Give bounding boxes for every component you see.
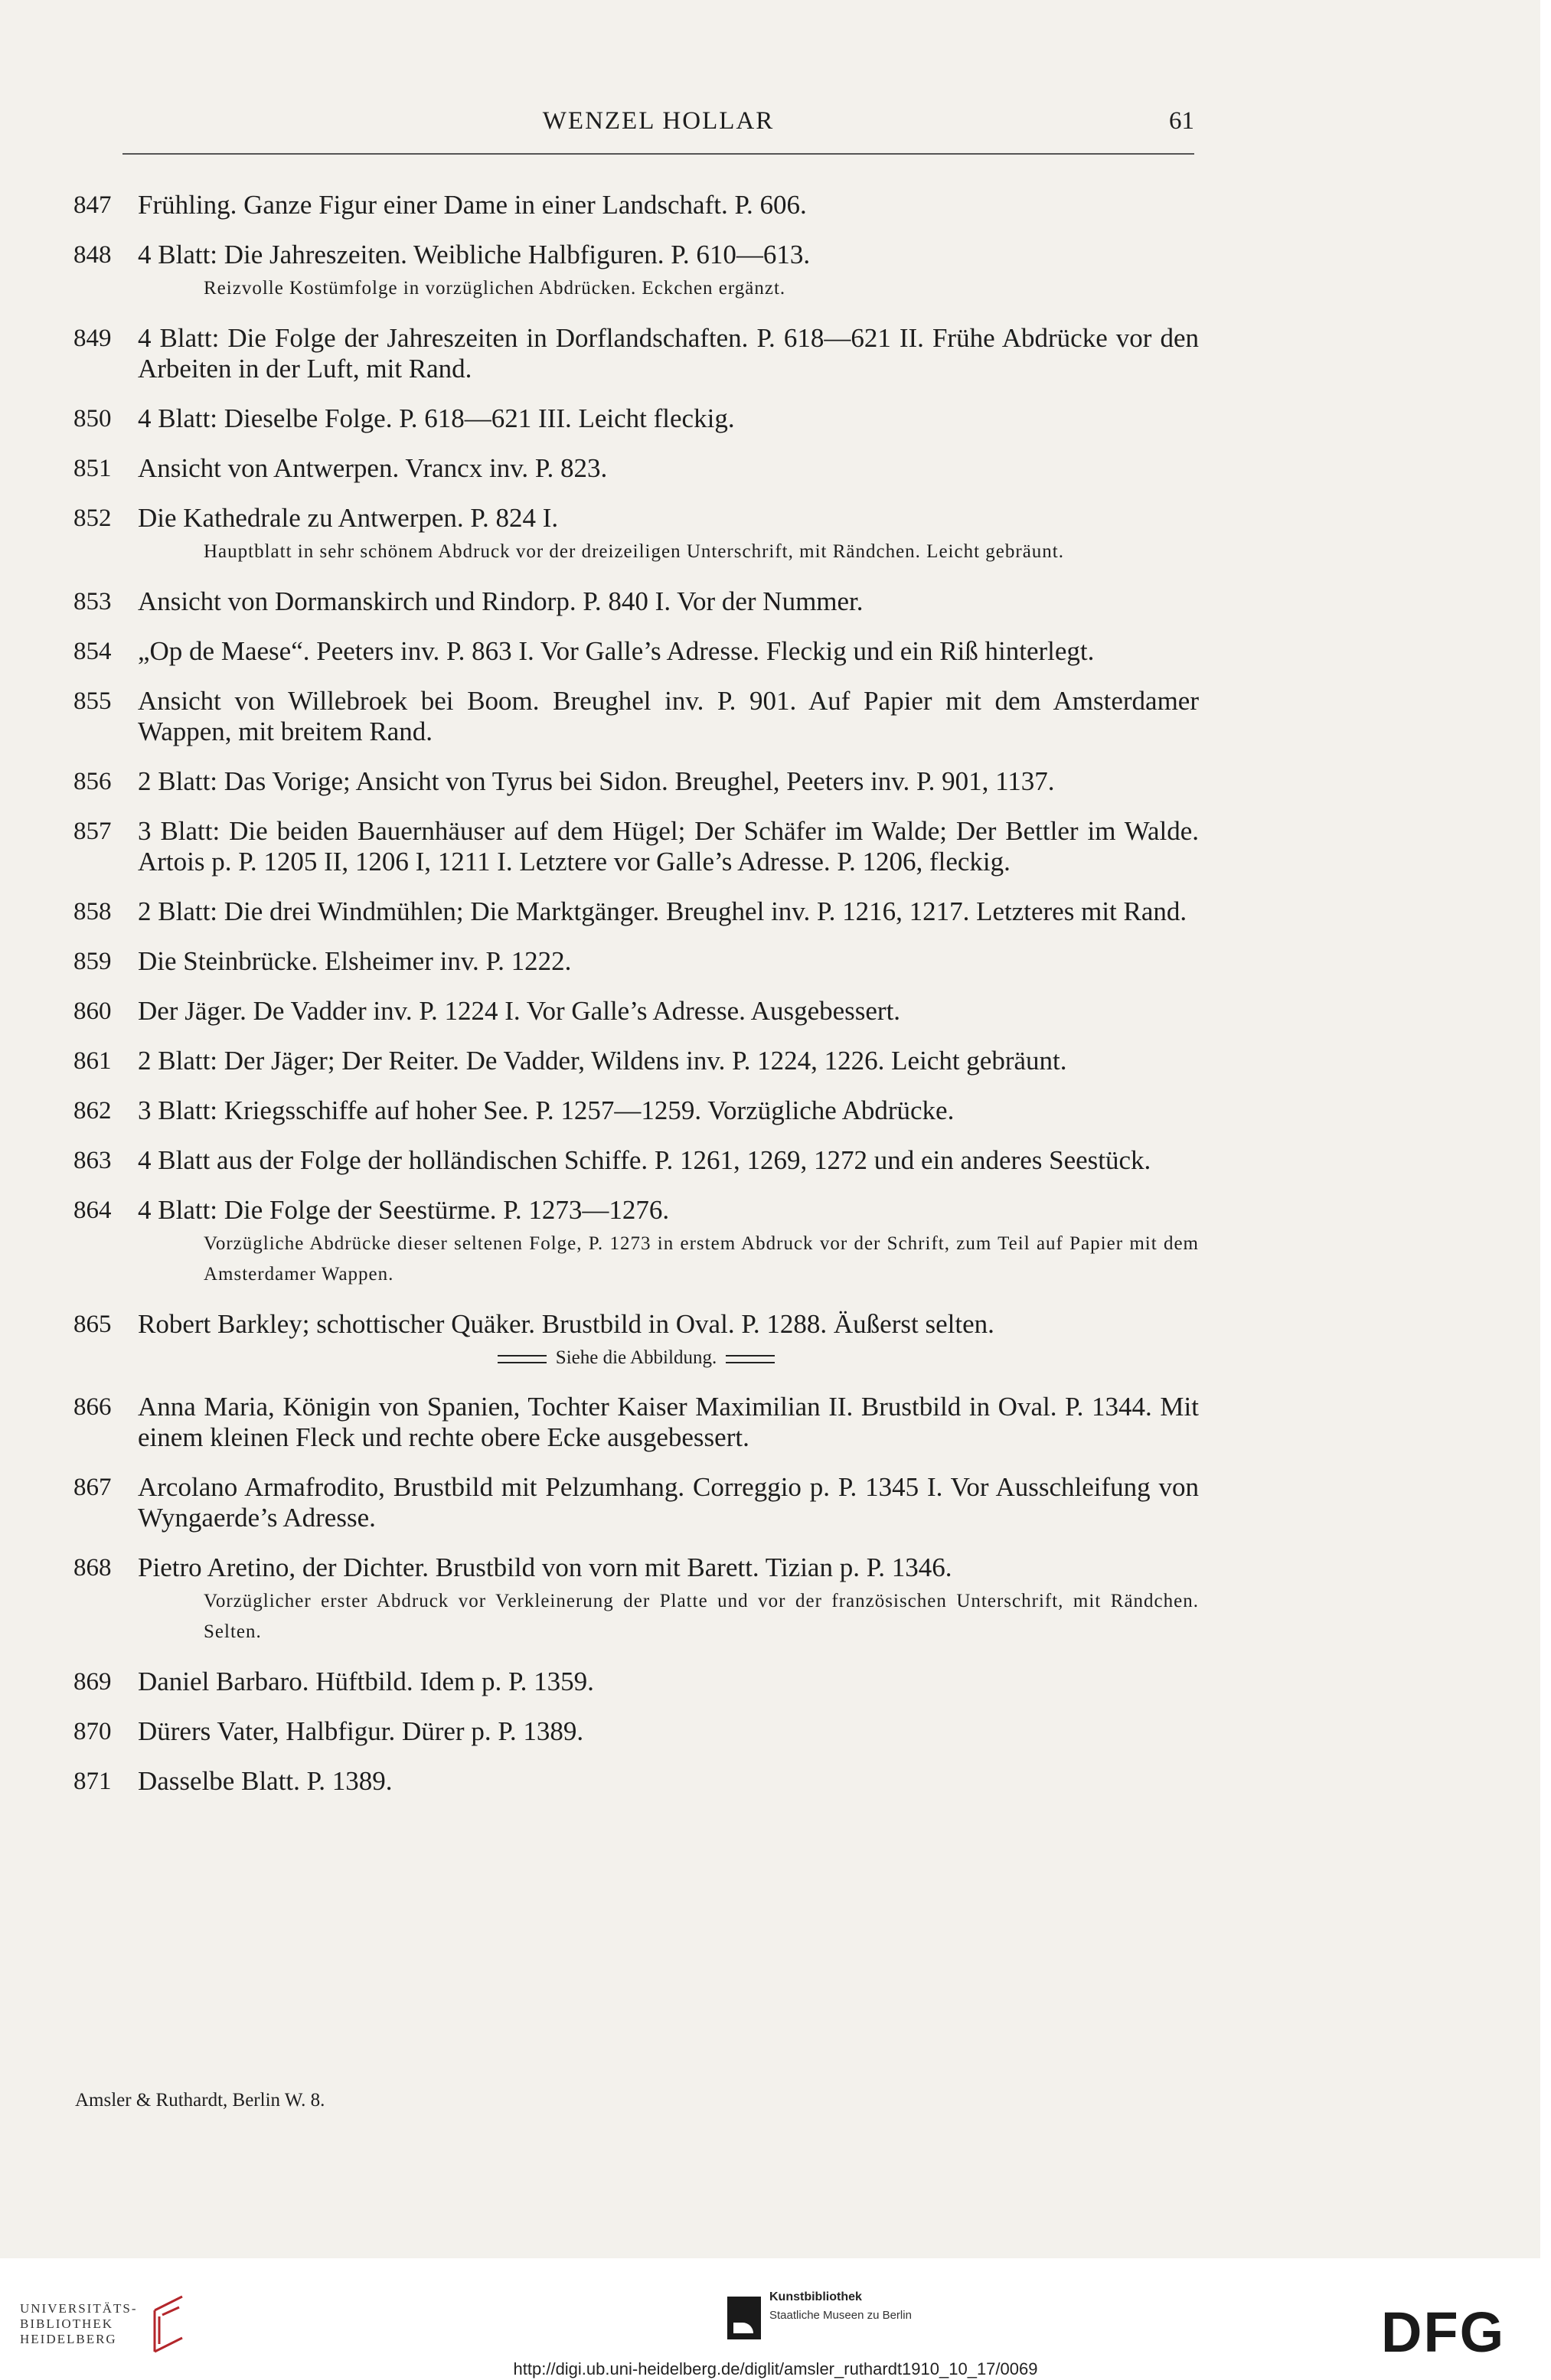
- entry-847: [73, 190, 1199, 220]
- entry-859: [73, 946, 1199, 977]
- entry-number: 866: [73, 1393, 112, 1421]
- publisher-imprint: Amsler & Ruthardt, Berlin W. 8.: [75, 2090, 325, 2111]
- kunstbibliothek-name: Kunstbibliothek: [769, 2290, 862, 2303]
- entry-number: 848: [73, 241, 112, 269]
- entry-number: 861: [73, 1047, 112, 1075]
- entry-number: 862: [73, 1097, 112, 1125]
- entry-number: 859: [73, 948, 112, 975]
- entry-number: 865: [73, 1311, 112, 1338]
- entry-text: Dasselbe Blatt. P. 1389.: [138, 1766, 393, 1796]
- entry-867: [73, 1472, 1199, 1533]
- entry-text: 4 Blatt aus der Folge der holländischen Schiffe. P. 1261, 1269, 1272 und ein anderes Seestück.: [138, 1145, 1151, 1175]
- entry-864: [73, 1195, 1199, 1290]
- entry-number: 863: [73, 1147, 112, 1174]
- digitization-footer: [0, 2258, 1551, 2380]
- header-rule: [122, 153, 1194, 155]
- entry-number: 852: [73, 504, 112, 532]
- entry-855: [73, 686, 1199, 747]
- permalink-url[interactable]: http://digi.ub.uni-heidelberg.de/diglit/amsler_ruthardt1910_10_17/0069: [513, 2359, 1038, 2378]
- page-number: 61: [1169, 107, 1194, 135]
- entry-851: [73, 453, 1199, 484]
- entry-text: Der Jäger. De Vadder inv. P. 1224 I. Vor Galle’s Adresse. Ausgebessert.: [138, 996, 901, 1026]
- entry-861: [73, 1046, 1199, 1076]
- page-edge: [1540, 0, 1551, 2258]
- entry-text: 2 Blatt: Die drei Windmühlen; Die Marktgänger. Breughel inv. P. 1216, 1217. Letzteres mit Rand.: [138, 896, 1187, 926]
- entry-860: [73, 996, 1199, 1027]
- university-library-name: [20, 2301, 138, 2347]
- dfg-logo: DFG: [1381, 2300, 1506, 2364]
- running-title: WENZEL HOLLAR: [542, 107, 775, 135]
- entry-text: Die Kathedrale zu Antwerpen. P. 824 I.: [138, 503, 559, 533]
- entry-863: [73, 1145, 1199, 1176]
- entry-858: [73, 896, 1199, 927]
- entry-text: Ansicht von Antwerpen. Vrancx inv. P. 823.: [138, 453, 608, 483]
- university-line: HEIDELBERG: [20, 2332, 117, 2346]
- entry-number: 851: [73, 455, 112, 482]
- entry-854: [73, 636, 1199, 667]
- entry-text: „Op de Maese“. Peeters inv. P. 863 I. Vor Galle’s Adresse. Fleckig und ein Riß hinterlegt.: [138, 636, 1095, 666]
- entry-869: [73, 1667, 1199, 1697]
- entry-number: 847: [73, 191, 112, 219]
- entry-848: [73, 240, 1199, 304]
- entry-text: Daniel Barbaro. Hüftbild. Idem p. P. 1359.: [138, 1667, 594, 1696]
- entry-note: Vorzügliche Abdrücke dieser seltenen Folge, P. 1273 in erstem Abdruck vor der Schrift, zum Teil auf Papier mit dem Amsterdamer Wappen.: [204, 1233, 1199, 1285]
- entry-number: 868: [73, 1554, 112, 1582]
- entry-text: 4 Blatt: Die Jahreszeiten. Weibliche Halbfiguren. P. 610—613.: [138, 240, 811, 269]
- entry-note: Hauptblatt in sehr schönem Abdruck vor der dreizeiligen Unterschrift, mit Rändchen. Leicht gebräunt.: [204, 541, 1064, 562]
- entry-number: 854: [73, 638, 112, 665]
- entry-866: [73, 1392, 1199, 1453]
- entry-number: 850: [73, 405, 112, 433]
- entry-text: Arcolano Armafrodito, Brustbild mit Pelzumhang. Correggio p. P. 1345 I. Vor Ausschleifung von Wyngaerde’s Adresse.: [138, 1472, 1199, 1533]
- entry-number: 857: [73, 818, 112, 845]
- running-header: [122, 107, 1194, 138]
- university-line: UNIVERSITÄTS-: [20, 2301, 138, 2316]
- kunstbibliothek-subtitle: Staatliche Museen zu Berlin: [769, 2309, 912, 2322]
- entry-870: [73, 1716, 1199, 1747]
- see-illustration-note: [73, 1343, 1199, 1373]
- entry-number: 870: [73, 1718, 112, 1745]
- double-rule-right: [726, 1355, 775, 1363]
- entry-number: 858: [73, 898, 112, 926]
- entry-text: Ansicht von Willebroek bei Boom. Breughel inv. P. 901. Auf Papier mit dem Amsterdamer Wappen, mit breitem Rand.: [138, 686, 1199, 746]
- entry-text: Die Steinbrücke. Elsheimer inv. P. 1222.: [138, 946, 572, 976]
- entry-text: Anna Maria, Königin von Spanien, Tochter Kaiser Maximilian II. Brustbild in Oval. P. 1344. Mit einem kleinen Fleck und rechte obere Ecke ausgebessert.: [138, 1392, 1199, 1452]
- entry-number: 855: [73, 687, 112, 715]
- entry-text: 2 Blatt: Das Vorige; Ansicht von Tyrus bei Sidon. Breughel, Peeters inv. P. 901, 1137.: [138, 766, 1055, 796]
- entry-number: 869: [73, 1668, 112, 1696]
- entry-text: 3 Blatt: Die beiden Bauernhäuser auf dem Hügel; Der Schäfer im Walde; Der Bettler im Walde. Artois p. P. 1205 II, 1206 I, 1211 I. Letztere vor Galle’s Adresse. P. 1206, fleckig.: [138, 816, 1199, 877]
- entry-850: [73, 403, 1199, 434]
- university-line: BIBLIOTHEK: [20, 2316, 113, 2331]
- catalog-entries: [73, 190, 1199, 1816]
- entry-note: Vorzüglicher erster Abdruck vor Verkleinerung der Platte und vor der französischen Unterschrift, mit Rändchen. Selten.: [204, 1591, 1199, 1642]
- university-logo-icon: [152, 2293, 187, 2355]
- entry-852: [73, 503, 1199, 567]
- entry-note: Reizvolle Kostümfolge in vorzüglichen Abdrücken. Eckchen ergänzt.: [204, 278, 786, 299]
- see-illustration-text: Siehe die Abbildung.: [555, 1347, 717, 1368]
- entry-text: Robert Barkley; schottischer Quäker. Brustbild in Oval. P. 1288. Äußerst selten.: [138, 1309, 994, 1339]
- entry-text: 3 Blatt: Kriegsschiffe auf hoher See. P. 1257—1259. Vorzügliche Abdrücke.: [138, 1095, 955, 1125]
- entry-849: [73, 323, 1199, 384]
- entry-text: 4 Blatt: Dieselbe Folge. P. 618—621 III. Leicht fleckig.: [138, 403, 735, 433]
- entry-text: 4 Blatt: Die Folge der Jahreszeiten in Dorflandschaften. P. 618—621 II. Frühe Abdrücke vor den Arbeiten in der Luft, mit Rand.: [138, 323, 1199, 384]
- entry-871: [73, 1766, 1199, 1797]
- entry-868: [73, 1552, 1199, 1647]
- entry-number: 864: [73, 1197, 112, 1224]
- entry-number: 853: [73, 588, 112, 615]
- kunstbibliothek-logo-icon: [727, 2297, 761, 2339]
- entry-text: Ansicht von Dormanskirch und Rindorp. P. 840 I. Vor der Nummer.: [138, 586, 864, 616]
- entry-number: 867: [73, 1474, 112, 1501]
- entry-text: 4 Blatt: Die Folge der Seestürme. P. 1273—1276.: [138, 1195, 670, 1225]
- entry-853: [73, 586, 1199, 617]
- entry-862: [73, 1095, 1199, 1126]
- entry-856: [73, 766, 1199, 797]
- entry-text: Pietro Aretino, der Dichter. Brustbild von vorn mit Barett. Tizian p. P. 1346.: [138, 1552, 952, 1582]
- entry-text: Dürers Vater, Halbfigur. Dürer p. P. 1389.: [138, 1716, 584, 1746]
- entry-865: [73, 1309, 1199, 1340]
- entry-text: 2 Blatt: Der Jäger; Der Reiter. De Vadder, Wildens inv. P. 1224, 1226. Leicht gebräunt.: [138, 1046, 1067, 1076]
- entry-number: 856: [73, 768, 112, 795]
- entry-text: Frühling. Ganze Figur einer Dame in einer Landschaft. P. 606.: [138, 190, 807, 220]
- entry-number: 849: [73, 325, 112, 352]
- entry-number: 871: [73, 1768, 112, 1795]
- double-rule-left: [498, 1355, 547, 1363]
- entry-number: 860: [73, 997, 112, 1025]
- entry-857: [73, 816, 1199, 877]
